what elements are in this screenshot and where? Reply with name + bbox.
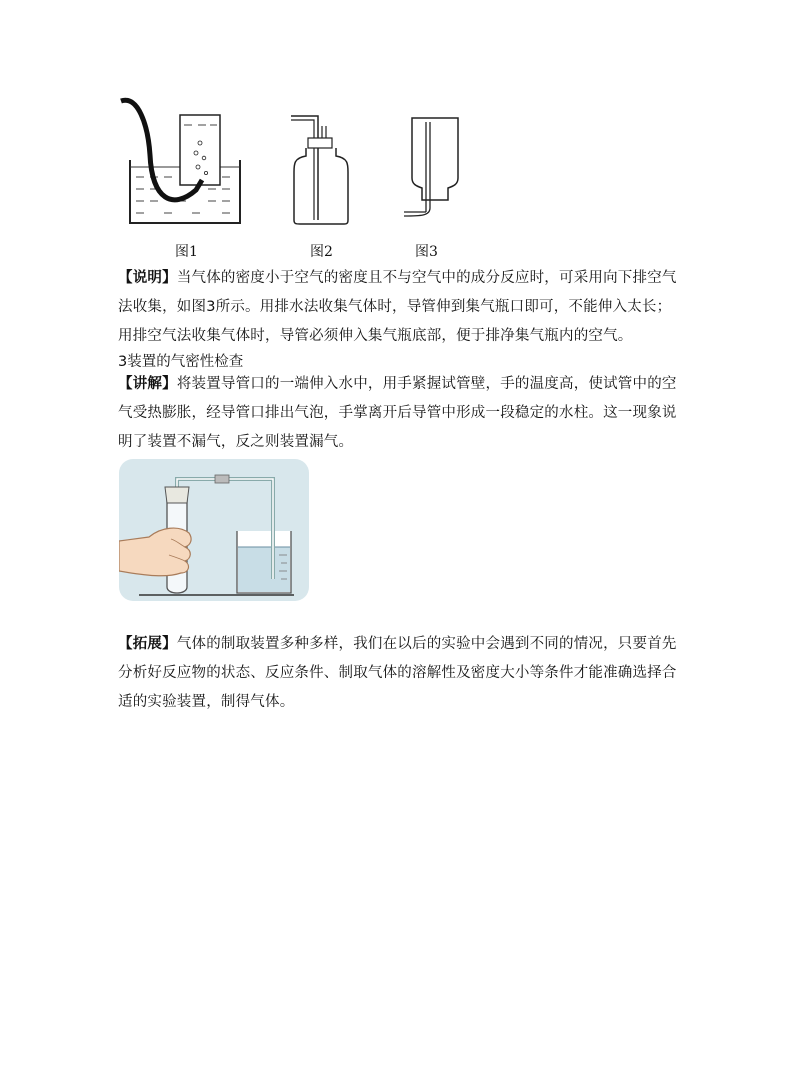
explanation-paragraph [118,264,678,351]
lecture-text: 将装置导管口的一端伸入水中，用手紧握试管壁，手的温度高，使试管中的空气受热膨胀，经导管口排出气泡，手掌离开后导管中形成一段稳定的水柱。这一现象说明了装置不漏气，反之则装置漏气。 [118,376,677,450]
extension-paragraph [118,630,678,717]
explanation-tag: 【说明】 [118,270,177,286]
extension-text: 气体的制取装置多种多样，我们在以后的实验中会遇到不同的情况，只要首先分析好反应物的状态、反应条件、制取气体的溶解性及密度大小等条件才能准确选择合适的实验装置，制得气体。 [118,636,677,710]
lecture-paragraph [118,370,678,457]
figure-2-gas-bottle [286,112,356,227]
figure-1-water-displacement [118,95,248,230]
section-3-heading: 3装置的气密性检查 [118,354,244,370]
explanation-text: 当气体的密度小于空气的密度且不与空气中的成分反应时，可采用向下排空气法收集，如图3所示。用排水法收集气体时，导管伸到集气瓶口即可，不能伸入太长；用排空气法收集气体时，导管必须伸入集气瓶底部，便于排净集气瓶内的空气。 [118,270,677,344]
lecture-tag: 【讲解】 [118,376,177,392]
figure-3-downward-air-displacement [400,112,465,224]
airtightness-test-illustration [119,459,309,601]
figure-1-caption: 图1 [175,244,198,260]
figure-2-caption: 图2 [310,244,333,260]
extension-tag: 【拓展】 [118,636,177,652]
figure-3-caption: 图3 [415,244,438,260]
